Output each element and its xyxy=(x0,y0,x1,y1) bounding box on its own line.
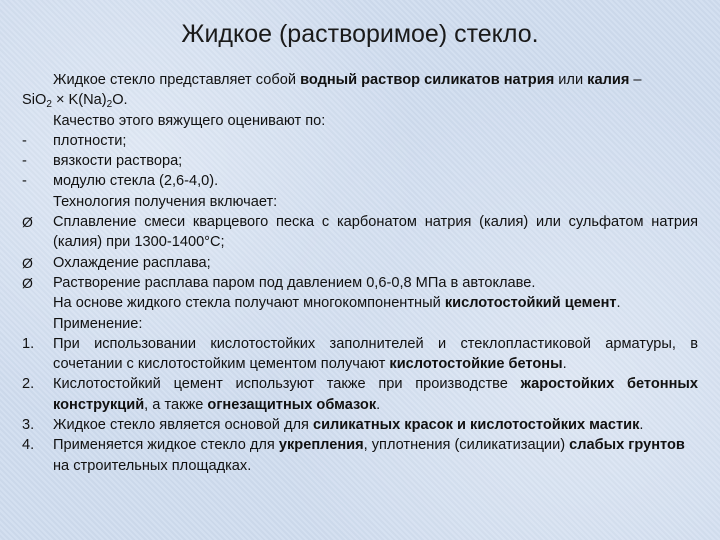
application-part: . xyxy=(376,396,381,413)
application-text xyxy=(53,435,698,476)
application-bold: укрепления xyxy=(278,437,364,454)
application-bold: силикатных красок и кислотостойких мастик xyxy=(312,417,640,434)
list-item xyxy=(22,171,698,191)
list-item-text: Сплавление смеси кварцевого песка с карбонатом натрия (калия) или сульфатом натрия (калия) при 1300-1400°С; xyxy=(53,214,698,251)
formula-line xyxy=(22,90,698,110)
quality-heading: Качество этого вяжущего оценивают по: xyxy=(53,112,326,129)
list-item xyxy=(22,131,698,151)
application-part: . xyxy=(639,417,644,434)
tech-heading: Технология получения включает: xyxy=(53,193,278,210)
application-item xyxy=(22,374,698,415)
dash-marker: - xyxy=(22,173,27,190)
list-item xyxy=(22,253,698,273)
application-part: Жидкое стекло является основой для xyxy=(53,417,313,434)
application-heading: Применение: xyxy=(53,315,143,332)
arrow-bullet-icon: Ø xyxy=(22,274,33,291)
application-text xyxy=(53,334,698,375)
application-part: , уплотнения (силикатизации) xyxy=(363,437,570,454)
application-text xyxy=(53,374,698,415)
page-title: Жидкое (растворимое) стекло. xyxy=(181,20,539,48)
intro-paragraph xyxy=(22,70,698,90)
number-marker: 1. xyxy=(22,335,35,352)
formula-subscript: 2 xyxy=(46,99,52,111)
cement-paragraph xyxy=(22,293,698,313)
application-bold: огнезащитных обмазок xyxy=(207,396,377,413)
list-item-text: модулю стекла (2,6-4,0). xyxy=(53,173,219,190)
number-marker: 2. xyxy=(22,376,35,393)
formula-part: × K(Na) xyxy=(51,92,107,109)
application-text xyxy=(53,415,698,435)
intro-dash: – xyxy=(629,72,642,88)
list-item-text: вязкости раствора; xyxy=(53,153,183,170)
list-item xyxy=(22,273,698,293)
arrow-bullet-icon: Ø xyxy=(22,214,33,231)
number-marker: 4. xyxy=(22,437,35,454)
intro-bold-potassium: калия xyxy=(587,72,630,88)
list-item-text: плотности; xyxy=(53,132,127,149)
application-item xyxy=(22,334,698,375)
application-part: При использовании кислотостойких заполнителей и стеклопластиковой арматуры, в сочетании с кислотостойким цементом получают xyxy=(53,335,698,373)
list-item xyxy=(22,151,698,171)
application-bold: слабых грунтов xyxy=(569,437,685,454)
application-bold: жаростойких бетонных конструкций xyxy=(53,376,698,413)
formula-part: O. xyxy=(112,92,128,109)
intro-text-or: или xyxy=(554,72,588,88)
application-item xyxy=(22,415,698,435)
document-body xyxy=(22,70,698,476)
list-item xyxy=(22,212,698,253)
application-part: Применяется жидкое стекло для xyxy=(53,437,279,454)
cement-bold: кислотостойкий цемент xyxy=(444,295,617,312)
application-part: . xyxy=(562,356,567,373)
arrow-bullet-icon: Ø xyxy=(22,254,33,271)
application-part: , а также xyxy=(144,396,208,413)
intro-term: Жидкое стекло xyxy=(53,72,156,88)
application-bold: кислотостойкие бетоны xyxy=(389,356,563,373)
number-marker: 3. xyxy=(22,417,35,434)
application-item xyxy=(22,435,698,476)
intro-text: представляет собой xyxy=(155,72,301,88)
cement-period: . xyxy=(616,295,621,312)
formula-part: SiO xyxy=(22,92,47,109)
dash-marker: - xyxy=(22,132,27,149)
formula-subscript: 2 xyxy=(106,99,113,111)
application-part: Кислотостойкий цемент используют также при производстве xyxy=(53,376,521,393)
list-item-text: Растворение расплава паром под давлением 0,6-0,8 МПа в автоклаве. xyxy=(53,274,536,291)
intro-bold-solution: водный раствор силикатов натрия xyxy=(300,72,555,88)
list-item-text: Охлаждение расплава; xyxy=(53,254,211,271)
application-part: на строительных площадках. xyxy=(53,457,252,474)
cement-text: На основе жидкого стекла получают многокомпонентный xyxy=(53,295,445,312)
dash-marker: - xyxy=(22,153,27,170)
